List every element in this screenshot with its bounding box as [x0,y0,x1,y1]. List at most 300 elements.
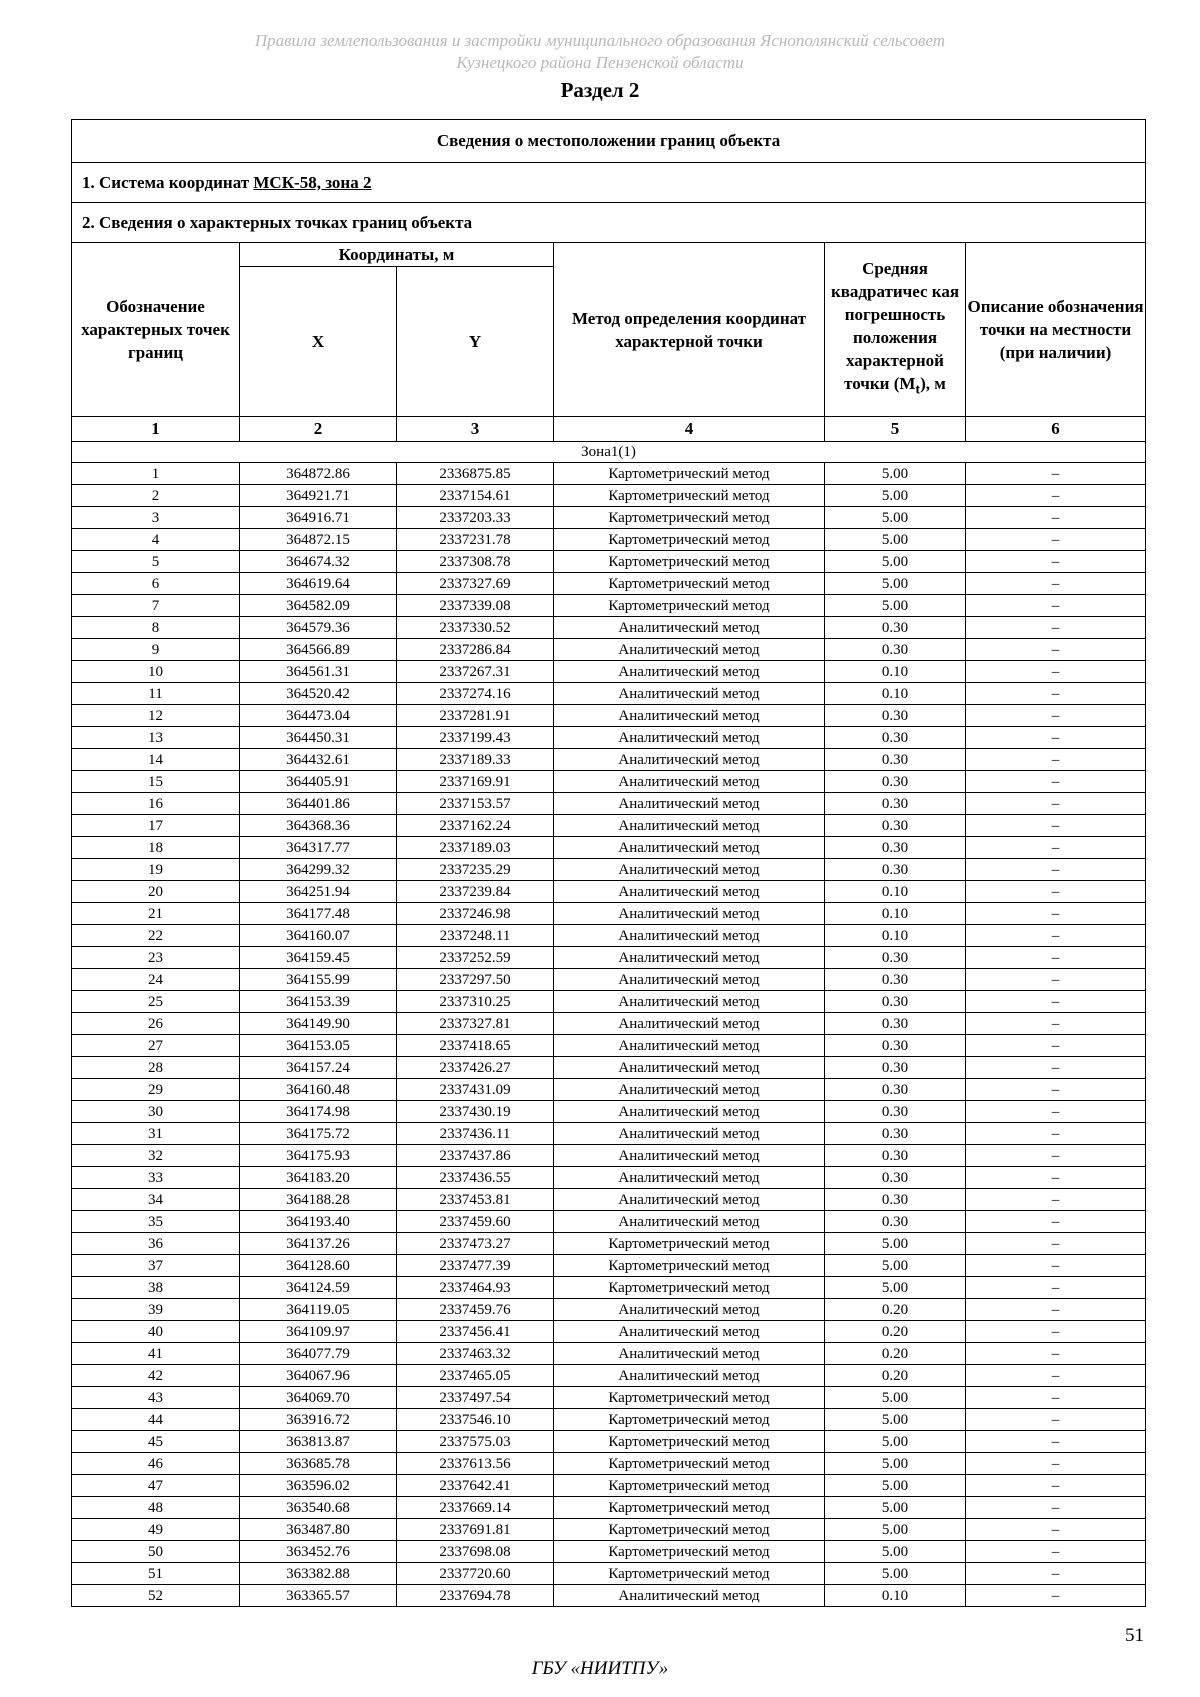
y-coordinate-cell: 2337248.11 [397,925,554,947]
points-heading: 2. Сведения о характерных точках границ объекта [72,203,1146,243]
error-cell: 0.30 [825,1211,966,1233]
y-coordinate-cell: 2337575.03 [397,1431,554,1453]
error-cell: 0.30 [825,815,966,837]
error-cell: 0.30 [825,705,966,727]
point-number-cell: 11 [72,683,240,705]
x-coordinate-cell: 364188.28 [240,1189,397,1211]
description-cell: – [966,1409,1146,1431]
method-cell: Аналитический метод [554,1035,825,1057]
description-cell: – [966,1013,1146,1035]
description-cell: – [966,1585,1146,1607]
method-cell: Аналитический метод [554,1123,825,1145]
description-cell: – [966,991,1146,1013]
description-cell: – [966,1233,1146,1255]
description-cell: – [966,925,1146,947]
point-number-cell: 20 [72,881,240,903]
y-coordinate-cell: 2337464.93 [397,1277,554,1299]
header-point-designation: Обозначение характерных точек границ [72,243,240,417]
point-number-cell: 18 [72,837,240,859]
description-cell: – [966,507,1146,529]
point-number-cell: 36 [72,1233,240,1255]
error-cell: 5.00 [825,529,966,551]
method-cell: Картометрический метод [554,1541,825,1563]
method-cell: Картометрический метод [554,573,825,595]
description-cell: – [966,837,1146,859]
point-number-cell: 42 [72,1365,240,1387]
header-note-line-1: Правила землепользования и застройки муниципального образования Яснополянский сельсовет [254,31,946,50]
x-coordinate-cell: 364183.20 [240,1167,397,1189]
description-cell: – [966,1167,1146,1189]
y-coordinate-cell: 2337436.55 [397,1167,554,1189]
point-number-cell: 10 [72,661,240,683]
error-cell: 5.00 [825,1541,966,1563]
y-coordinate-cell: 2337327.69 [397,573,554,595]
error-cell: 5.00 [825,507,966,529]
description-cell: – [966,639,1146,661]
error-cell: 0.30 [825,1101,966,1123]
point-number-cell: 3 [72,507,240,529]
point-number-cell: 50 [72,1541,240,1563]
table-row [72,1453,1146,1475]
method-cell: Аналитический метод [554,793,825,815]
point-number-cell: 31 [72,1123,240,1145]
header-note-line-2: Кузнецкого района Пензенской области [456,53,744,72]
method-cell: Аналитический метод [554,925,825,947]
error-cell: 0.30 [825,859,966,881]
header-method: Метод определения координат характерной точки [554,243,825,417]
table-row [72,463,1146,485]
error-cell: 0.30 [825,1035,966,1057]
column-number-row [72,417,1146,442]
y-coordinate-cell: 2337691.81 [397,1519,554,1541]
point-number-cell: 16 [72,793,240,815]
point-number-cell: 35 [72,1211,240,1233]
x-coordinate-cell: 364157.24 [240,1057,397,1079]
table-row [72,1255,1146,1277]
method-cell: Аналитический метод [554,947,825,969]
description-cell: – [966,463,1146,485]
table-row [72,749,1146,771]
table-row [72,485,1146,507]
table-row [72,1035,1146,1057]
point-number-cell: 15 [72,771,240,793]
x-coordinate-cell: 364401.86 [240,793,397,815]
error-cell: 5.00 [825,1255,966,1277]
point-number-cell: 33 [72,1167,240,1189]
x-coordinate-cell: 364368.36 [240,815,397,837]
method-cell: Аналитический метод [554,1585,825,1607]
method-cell: Картометрический метод [554,1497,825,1519]
table-row [72,1079,1146,1101]
y-coordinate-cell: 2337297.50 [397,969,554,991]
description-cell: – [966,1079,1146,1101]
table-row [72,815,1146,837]
x-coordinate-cell: 364619.64 [240,573,397,595]
y-coordinate-cell: 2337267.31 [397,661,554,683]
y-coordinate-cell: 2337642.41 [397,1475,554,1497]
coordinate-system-label: 1. Система координат [82,172,254,192]
description-cell: – [966,1277,1146,1299]
table-row [72,903,1146,925]
method-cell: Аналитический метод [554,1101,825,1123]
method-cell: Картометрический метод [554,1255,825,1277]
y-coordinate-cell: 2337235.29 [397,859,554,881]
y-coordinate-cell: 2337286.84 [397,639,554,661]
x-coordinate-cell: 363487.80 [240,1519,397,1541]
error-cell: 0.30 [825,771,966,793]
table-row [72,551,1146,573]
y-coordinate-cell: 2337330.52 [397,617,554,639]
method-cell: Картометрический метод [554,1431,825,1453]
table-row [72,1321,1146,1343]
y-coordinate-cell: 2337189.03 [397,837,554,859]
point-number-cell: 37 [72,1255,240,1277]
table-row [72,727,1146,749]
error-cell: 5.00 [825,595,966,617]
y-coordinate-cell: 2337437.86 [397,1145,554,1167]
method-cell: Аналитический метод [554,1079,825,1101]
method-cell: Аналитический метод [554,1145,825,1167]
page-footer: ГБУ «НИИТПУ» [531,1658,669,1679]
y-coordinate-cell: 2337239.84 [397,881,554,903]
description-cell: – [966,1123,1146,1145]
error-cell: 0.20 [825,1343,966,1365]
description-cell: – [966,661,1146,683]
description-cell: – [966,617,1146,639]
column-number: 2 [240,417,397,442]
point-number-cell: 40 [72,1321,240,1343]
table-row [72,1585,1146,1607]
method-cell: Картометрический метод [554,1563,825,1585]
table-row [72,1233,1146,1255]
error-cell: 5.00 [825,485,966,507]
point-number-cell: 26 [72,1013,240,1035]
error-cell: 5.00 [825,1387,966,1409]
method-cell: Аналитический метод [554,903,825,925]
coordinate-system-row [72,163,1146,203]
table-row [72,859,1146,881]
method-cell: Аналитический метод [554,771,825,793]
point-number-cell: 29 [72,1079,240,1101]
description-cell: – [966,859,1146,881]
table-row [72,1123,1146,1145]
table-row [72,705,1146,727]
description-cell: – [966,881,1146,903]
error-cell: 0.30 [825,1013,966,1035]
point-number-cell: 48 [72,1497,240,1519]
table-row [72,991,1146,1013]
table-row [72,1057,1146,1079]
x-coordinate-cell: 364566.89 [240,639,397,661]
x-coordinate-cell: 364432.61 [240,749,397,771]
table-row [72,771,1146,793]
header-y: Y [397,267,554,417]
x-coordinate-cell: 364582.09 [240,595,397,617]
error-cell: 5.00 [825,463,966,485]
method-cell: Аналитический метод [554,837,825,859]
x-coordinate-cell: 364159.45 [240,947,397,969]
y-coordinate-cell: 2337477.39 [397,1255,554,1277]
point-number-cell: 49 [72,1519,240,1541]
error-cell: 0.30 [825,969,966,991]
section-title: Раздел 2 [560,78,640,102]
method-cell: Картометрический метод [554,1233,825,1255]
table-row [72,1277,1146,1299]
description-cell: – [966,595,1146,617]
x-coordinate-cell: 363916.72 [240,1409,397,1431]
table-row [72,1475,1146,1497]
error-cell: 0.20 [825,1299,966,1321]
y-coordinate-cell: 2337613.56 [397,1453,554,1475]
x-coordinate-cell: 364175.93 [240,1145,397,1167]
table-row [72,1013,1146,1035]
point-number-cell: 4 [72,529,240,551]
table-row [72,529,1146,551]
description-cell: – [966,1189,1146,1211]
description-cell: – [966,1519,1146,1541]
error-cell: 5.00 [825,1277,966,1299]
point-number-cell: 28 [72,1057,240,1079]
table-row [72,1299,1146,1321]
method-cell: Картометрический метод [554,595,825,617]
description-cell: – [966,815,1146,837]
description-cell: – [966,573,1146,595]
table-row [72,1167,1146,1189]
zone-label: Зона1(1) [72,442,1146,463]
y-coordinate-cell: 2337720.60 [397,1563,554,1585]
table-row [72,1541,1146,1563]
error-cell: 5.00 [825,1431,966,1453]
table-row [72,881,1146,903]
method-cell: Картометрический метод [554,485,825,507]
point-number-cell: 24 [72,969,240,991]
x-coordinate-cell: 364155.99 [240,969,397,991]
point-number-cell: 22 [72,925,240,947]
method-cell: Картометрический метод [554,529,825,551]
method-cell: Аналитический метод [554,1365,825,1387]
point-number-cell: 45 [72,1431,240,1453]
x-coordinate-cell: 364175.72 [240,1123,397,1145]
error-cell: 0.20 [825,1365,966,1387]
boundary-points-table [71,119,1146,1607]
point-number-cell: 44 [72,1409,240,1431]
x-coordinate-cell: 364128.60 [240,1255,397,1277]
method-cell: Аналитический метод [554,727,825,749]
description-cell: – [966,793,1146,815]
y-coordinate-cell: 2337463.32 [397,1343,554,1365]
error-cell: 5.00 [825,1409,966,1431]
table-body [72,463,1146,1607]
y-coordinate-cell: 2337459.76 [397,1299,554,1321]
point-number-cell: 43 [72,1387,240,1409]
y-coordinate-cell: 2337473.27 [397,1233,554,1255]
method-cell: Аналитический метод [554,1057,825,1079]
y-coordinate-cell: 2337203.33 [397,507,554,529]
y-coordinate-cell: 2337246.98 [397,903,554,925]
table-row [72,617,1146,639]
error-cell: 0.30 [825,991,966,1013]
x-coordinate-cell: 364872.15 [240,529,397,551]
point-number-cell: 8 [72,617,240,639]
error-cell: 0.10 [825,881,966,903]
point-number-cell: 27 [72,1035,240,1057]
y-coordinate-cell: 2337453.81 [397,1189,554,1211]
method-cell: Аналитический метод [554,1299,825,1321]
error-cell: 5.00 [825,1519,966,1541]
error-cell: 5.00 [825,573,966,595]
method-cell: Аналитический метод [554,705,825,727]
description-cell: – [966,1343,1146,1365]
error-cell: 0.10 [825,925,966,947]
error-cell: 0.30 [825,617,966,639]
description-cell: – [966,947,1146,969]
column-number: 5 [825,417,966,442]
x-coordinate-cell: 363813.87 [240,1431,397,1453]
description-cell: – [966,969,1146,991]
error-cell: 0.30 [825,727,966,749]
x-coordinate-cell: 364921.71 [240,485,397,507]
x-coordinate-cell: 364153.05 [240,1035,397,1057]
y-coordinate-cell: 2337231.78 [397,529,554,551]
point-number-cell: 47 [72,1475,240,1497]
table-row [72,1563,1146,1585]
description-cell: – [966,1255,1146,1277]
method-cell: Аналитический метод [554,881,825,903]
y-coordinate-cell: 2337456.41 [397,1321,554,1343]
error-cell: 0.30 [825,793,966,815]
method-cell: Картометрический метод [554,551,825,573]
y-coordinate-cell: 2337546.10 [397,1409,554,1431]
error-cell: 5.00 [825,1453,966,1475]
x-coordinate-cell: 364872.86 [240,463,397,485]
table-row [72,793,1146,815]
method-cell: Картометрический метод [554,1277,825,1299]
description-cell: – [966,1563,1146,1585]
table-row [72,1343,1146,1365]
x-coordinate-cell: 364109.97 [240,1321,397,1343]
error-cell: 5.00 [825,1475,966,1497]
description-cell: – [966,1365,1146,1387]
table-row [72,683,1146,705]
description-cell: – [966,705,1146,727]
x-coordinate-cell: 364069.70 [240,1387,397,1409]
description-cell: – [966,551,1146,573]
method-cell: Аналитический метод [554,991,825,1013]
method-cell: Аналитический метод [554,749,825,771]
x-coordinate-cell: 364299.32 [240,859,397,881]
table-row [72,573,1146,595]
point-number-cell: 17 [72,815,240,837]
table-row [72,1431,1146,1453]
x-coordinate-cell: 364405.91 [240,771,397,793]
y-coordinate-cell: 2337310.25 [397,991,554,1013]
description-cell: – [966,1321,1146,1343]
table-row [72,661,1146,683]
point-number-cell: 39 [72,1299,240,1321]
point-number-cell: 5 [72,551,240,573]
error-cell: 0.30 [825,947,966,969]
error-cell: 0.30 [825,749,966,771]
method-cell: Картометрический метод [554,1409,825,1431]
method-cell: Картометрический метод [554,507,825,529]
method-cell: Аналитический метод [554,1167,825,1189]
y-coordinate-cell: 2337308.78 [397,551,554,573]
x-coordinate-cell: 364473.04 [240,705,397,727]
y-coordinate-cell: 2337497.54 [397,1387,554,1409]
table-row [72,837,1146,859]
x-coordinate-cell: 364251.94 [240,881,397,903]
error-cell: 0.30 [825,1145,966,1167]
x-coordinate-cell: 364160.07 [240,925,397,947]
table-row [72,947,1146,969]
x-coordinate-cell: 363382.88 [240,1563,397,1585]
description-cell: – [966,1387,1146,1409]
x-coordinate-cell: 363596.02 [240,1475,397,1497]
y-coordinate-cell: 2337189.33 [397,749,554,771]
column-number: 6 [966,417,1146,442]
y-coordinate-cell: 2337436.11 [397,1123,554,1145]
error-cell: 5.00 [825,551,966,573]
error-cell: 0.10 [825,661,966,683]
page-number: 51 [1125,1625,1144,1646]
method-cell: Аналитический метод [554,1343,825,1365]
header-x: X [240,267,397,417]
description-cell: – [966,485,1146,507]
table-row [72,1497,1146,1519]
x-coordinate-cell: 364561.31 [240,661,397,683]
method-cell: Аналитический метод [554,1189,825,1211]
error-cell: 0.10 [825,1585,966,1607]
method-cell: Аналитический метод [554,683,825,705]
error-cell: 5.00 [825,1563,966,1585]
description-cell: – [966,1101,1146,1123]
x-coordinate-cell: 364137.26 [240,1233,397,1255]
error-cell: 5.00 [825,1233,966,1255]
method-cell: Аналитический метод [554,1321,825,1343]
x-coordinate-cell: 363452.76 [240,1541,397,1563]
y-coordinate-cell: 2337698.08 [397,1541,554,1563]
y-coordinate-cell: 2337339.08 [397,595,554,617]
description-cell: – [966,529,1146,551]
x-coordinate-cell: 364674.32 [240,551,397,573]
point-number-cell: 14 [72,749,240,771]
column-number: 1 [72,417,240,442]
method-cell: Картометрический метод [554,1453,825,1475]
point-number-cell: 38 [72,1277,240,1299]
description-cell: – [966,727,1146,749]
y-coordinate-cell: 2337154.61 [397,485,554,507]
error-cell: 0.30 [825,837,966,859]
column-number: 3 [397,417,554,442]
table-row [72,1211,1146,1233]
error-cell: 0.30 [825,639,966,661]
description-cell: – [966,1299,1146,1321]
table-row [72,1145,1146,1167]
column-number: 4 [554,417,825,442]
method-cell: Аналитический метод [554,969,825,991]
header-error: Средняя квадратичес кая погрешность положения характерной точки $(M_t)$, м [825,243,966,417]
point-number-cell: 12 [72,705,240,727]
x-coordinate-cell: 363685.78 [240,1453,397,1475]
description-cell: – [966,771,1146,793]
description-cell: – [966,1497,1146,1519]
point-number-cell: 51 [72,1563,240,1585]
point-number-cell: 19 [72,859,240,881]
y-coordinate-cell: 2337669.14 [397,1497,554,1519]
point-number-cell: 7 [72,595,240,617]
point-number-cell: 9 [72,639,240,661]
error-cell: 0.10 [825,903,966,925]
